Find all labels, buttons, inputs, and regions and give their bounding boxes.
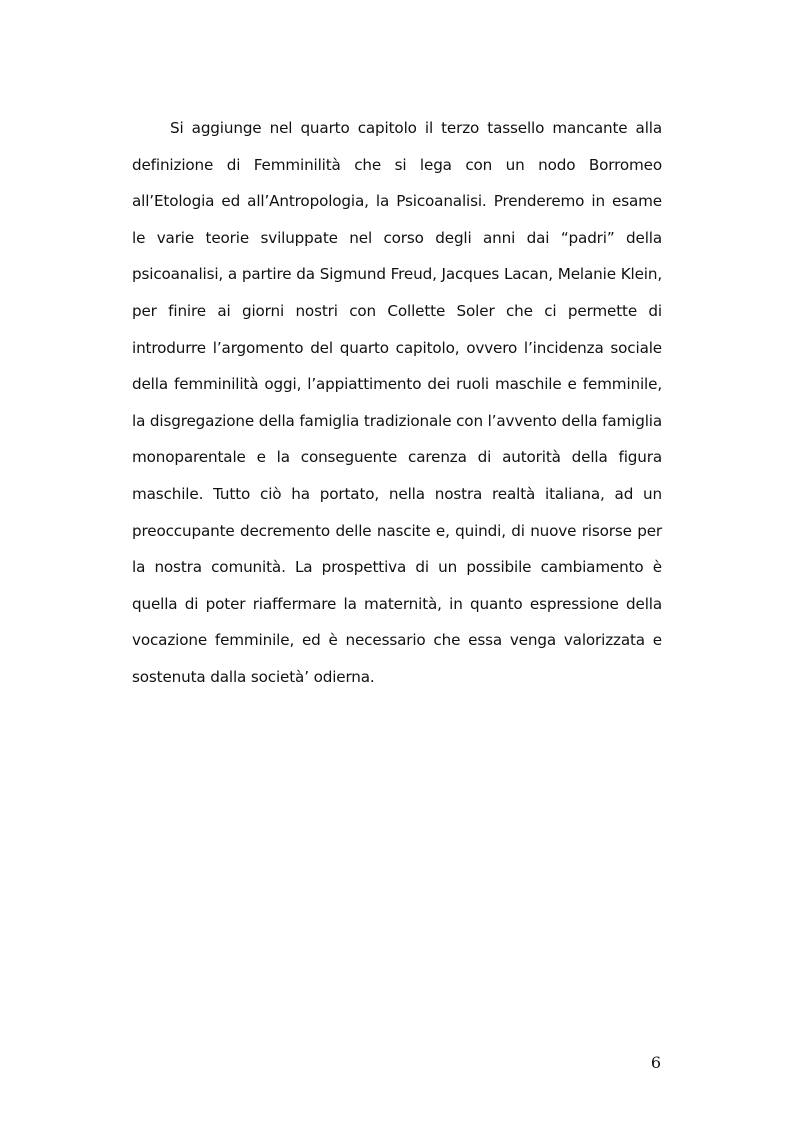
body-paragraph: Si aggiunge nel quarto capitolo il terzo tassello mancante alla definizione di Femminilità che si lega con un nodo Borromeo all’Etologia ed all’Antropologia, la Psicoanalisi. Prenderemo in esame le varie teorie sviluppate nel corso degli anni dai “padri” della psicoanalisi, a partire da Sigmund Freud, Jacques Lacan, Melanie Klein, per finire ai giorni nostri con Collette Soler che ci permette di introdurre l’argomento del quarto capitolo, ovvero l’incidenza sociale della femminilità oggi, l’appiattimento dei ruoli maschile e femminile, la disgregazione della famiglia tradizionale con l’avvento della famiglia monoparentale e la conseguente carenza di autorità della figura maschile. Tutto ciò ha portato, nella nostra realtà italiana, ad un preoccupante decremento delle nascite e, quindi, di nuove risorse per la nostra comunità. La prospettiva di un possibile cambiamento è quella di poter riaffermare la maternità, in quanto espressione della vocazione femminile, ed è necessario che essa venga valorizzata e sostenuta dalla società’ odierna. xyxy=(132,119,662,686)
page-number: 6 xyxy=(650,1053,661,1072)
